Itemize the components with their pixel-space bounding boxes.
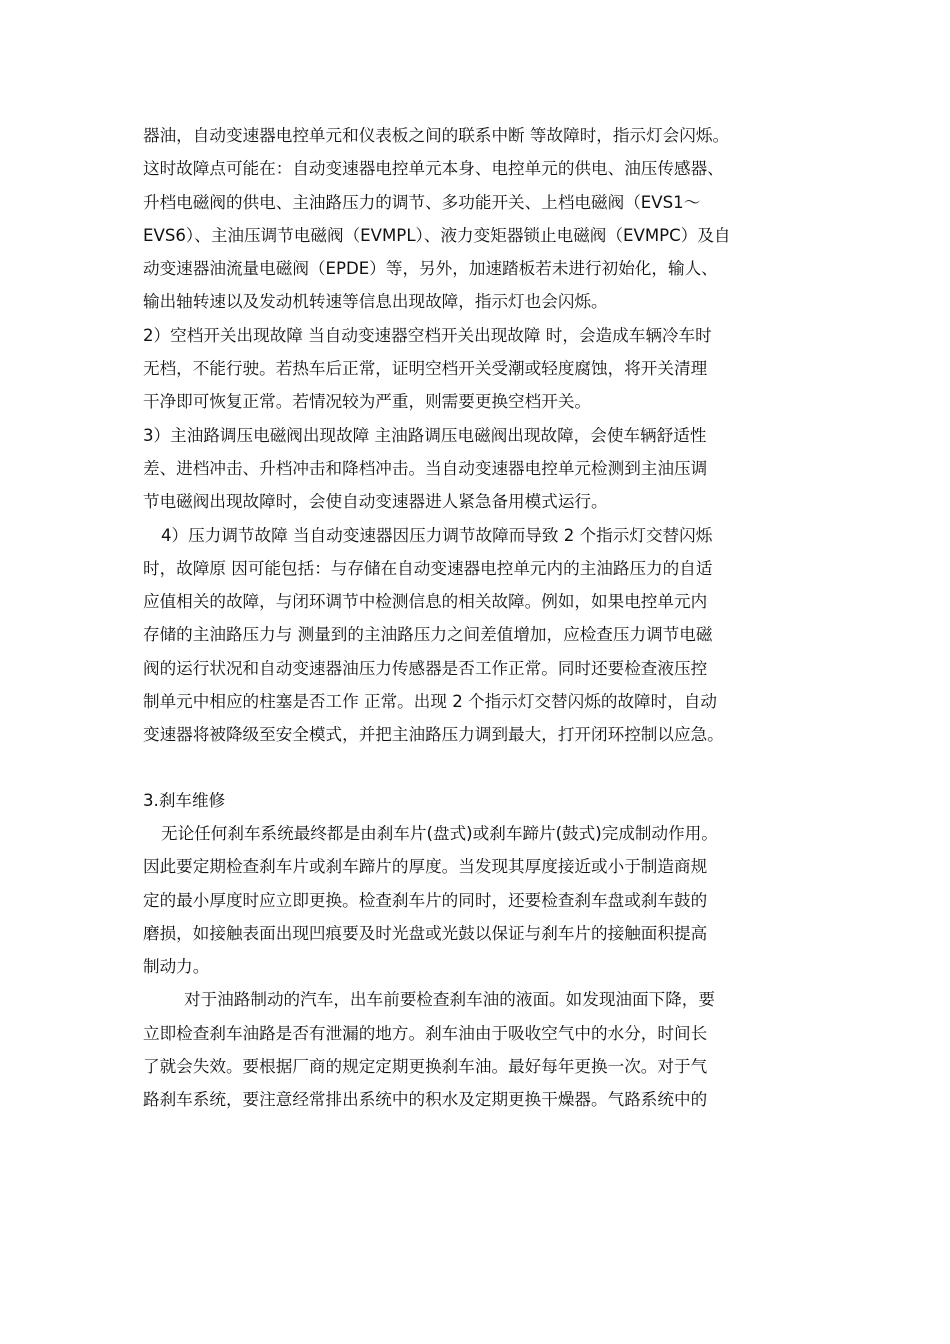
text-line: 器油，自动变速器电控单元和仪表板之间的联系中断 等故障时，指示灯会闪烁。 — [143, 126, 730, 145]
paragraph-pressure-regulation-fault — [143, 519, 823, 752]
text-line: 4）压力调节故障 当自动变速器因压力调节故障而导致 2 个指示灯交替闪烁 — [161, 525, 713, 545]
text-line: 无档，不能行驶。若热车后正常，证明空档开关受潮或轻度腐蚀，将开关清理 — [143, 359, 708, 379]
text-line: 无论任何刹车系统最终都是由刹车片(盘式)或刹车蹄片(鼓式)完成制动作用。 — [161, 823, 718, 843]
text-line: 对于油路制动的汽车，出车前要检查刹车油的液面。如发现油面下降，要 — [184, 990, 715, 1010]
text-line: 因此要定期检查刹车片或刹车蹄片的厚度。当发现其厚度接近或小于制造商规 — [143, 857, 708, 877]
text-line: 差、进档冲击、升档冲击和降档冲击。当自动变速器电控单元检测到主油压调 — [143, 458, 708, 478]
text-line: 路刹车系统，要注意经常排出系统中的积水及定期更换干燥器。气路系统中的 — [143, 1090, 708, 1110]
text-line: 存储的主油路压力与 测量到的主油路压力之间差值增加，应检查压力调节电磁 — [143, 625, 713, 645]
text-line: 3）主油路调压电磁阀出现故障 主油路调压电磁阀出现故障，会使车辆舒适性 — [143, 425, 707, 445]
text-line: 阀的运行状况和自动变速器油压力传感器是否工作正常。同时还要检查液压控 — [143, 658, 708, 678]
section-heading: 3.刹车维修 — [143, 790, 226, 810]
paragraph-brake-fluid — [143, 983, 823, 1116]
paragraph-neutral-switch-fault — [143, 319, 823, 419]
text-line: 制动力。 — [143, 957, 210, 977]
text-line: 定的最小厚度时应立即更换。检查刹车片的同时，还要检查刹车盘或刹车鼓的 — [143, 890, 708, 910]
text-line: 制单元中相应的柱塞是否工作 正常。出现 2 个指示灯交替闪烁的故障时，自动 — [143, 692, 717, 712]
text-line: 节电磁阀出现故障时，会使自动变速器进人紧急备用模式运行。 — [143, 492, 608, 512]
section-spacer — [143, 752, 823, 784]
text-line: 立即检查刹车油路是否有泄漏的地方。刹车油由于吸收空气中的水分，时间长 — [143, 1023, 708, 1043]
text-line: 2）空档开关出现故障 当自动变速器空档开关出现故障 时，会造成车辆冷车时 — [143, 325, 712, 345]
text-line: EVS6）、主油压调节电磁阀（EVMPL）、液力变矩器锁止电磁阀（EVMPC）及自 — [143, 225, 731, 245]
section-brake-maintenance — [143, 784, 823, 1117]
text-line: 应值相关的故障，与闭环调节中检测信息的相关故障。例如，如果电控单元内 — [143, 592, 708, 612]
document-page — [143, 119, 823, 1117]
paragraph-main-pressure-valve-fault — [143, 419, 823, 519]
text-line: 动变速器油流量电磁阀（EPDE）等，另外，加速踏板若未进行初始化，输人、 — [143, 259, 718, 279]
text-line: 了就会失效。要根据厂商的规定定期更换刹车油。最好每年更换一次。对于气 — [143, 1057, 708, 1077]
text-line: 干净即可恢复正常。若情况较为严重，则需要更换空档开关。 — [143, 392, 592, 412]
text-line: 升档电磁阀的供电、主油路压力的调节、多功能开关、上档电磁阀（EVS1～ — [143, 192, 701, 212]
text-line: 时，故障原 因可能包括：与存储在自动变速器电控单元内的主油路压力的自适 — [143, 558, 713, 578]
text-line: 变速器将被降级至安全模式，并把主油路压力调到最大，打开闭环控制以应急。 — [143, 725, 724, 745]
text-line: 磨损，如接触表面出现凹痕要及时光盘或光鼓以保证与刹车片的接触面积提高 — [143, 923, 708, 943]
text-line: 这时故障点可能在：自动变速器电控单元本身、电控单元的供电、油压传感器、 — [143, 159, 724, 179]
paragraph-auto-transmission-fault — [143, 119, 823, 319]
paragraph-brake-pads — [143, 817, 823, 983]
text-line: 输出轴转速以及发动机转速等信息出现故障，指示灯也会闪烁。 — [143, 292, 608, 312]
